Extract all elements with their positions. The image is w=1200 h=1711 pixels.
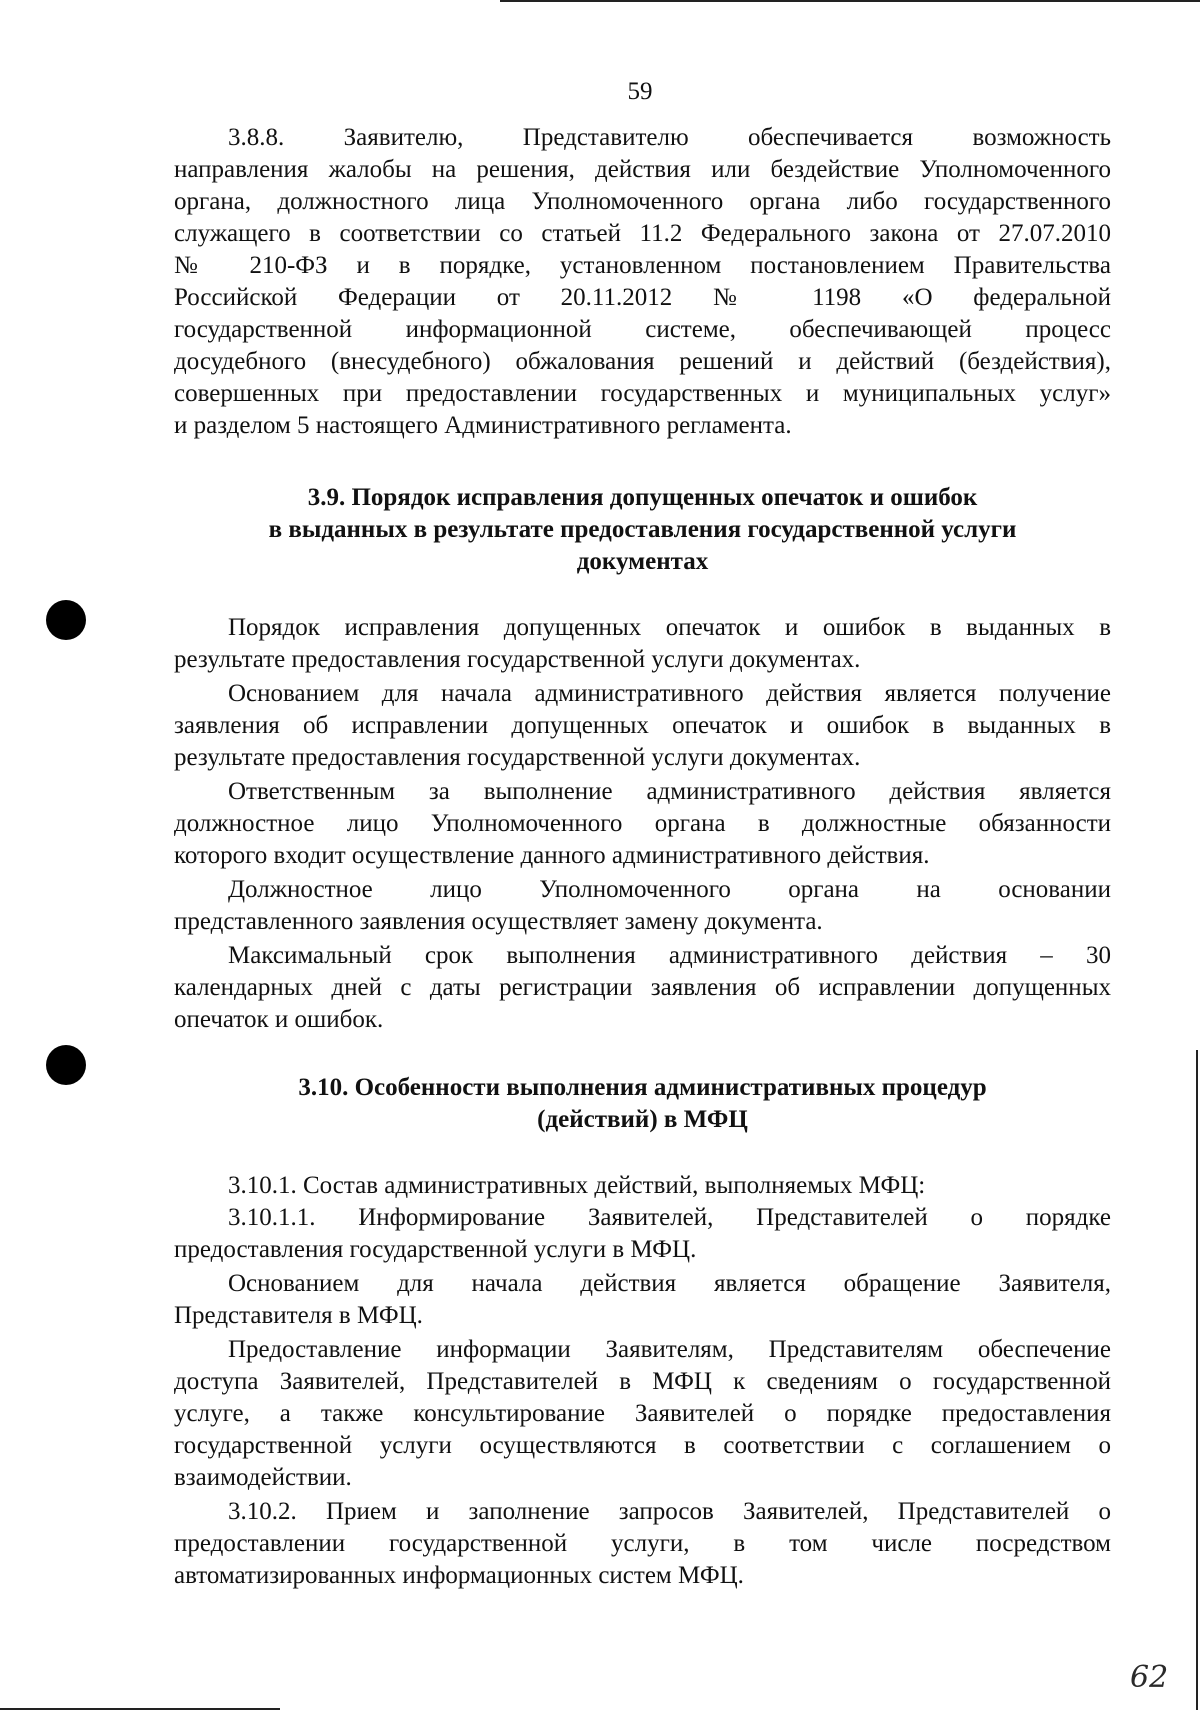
- scan-top-edge-line: [500, 0, 1200, 2]
- section-heading-line: документах: [576, 548, 709, 575]
- paragraph-line: Российской Федерации от 20.11.2012 № 1198 «О федеральной: [174, 284, 1111, 311]
- paragraph-line: автоматизированных информационных систем МФЦ.: [174, 1562, 744, 1589]
- paragraph-line: и разделом 5 настоящего Административного регламента.: [174, 412, 792, 439]
- paragraph-line: Ответственным за выполнение административного действия является: [228, 778, 1111, 805]
- paragraph-line: доступа Заявителей, Представителей в МФЦ к сведениям о государственной: [174, 1368, 1111, 1395]
- paragraph-line: предоставления государственной услуги в МФЦ.: [174, 1236, 697, 1263]
- paragraph-line: 3.10.1.1. Информирование Заявителей, Представителей о порядке: [228, 1204, 1111, 1231]
- paragraph-line: Основанием для начала административного действия является получение: [228, 680, 1111, 707]
- paragraph-line: государственной услуги осуществляются в соответствии с соглашением о: [174, 1432, 1111, 1459]
- section-heading-line: в выданных в результате предоставления государственной услуги: [268, 516, 1017, 543]
- handwritten-page-number: 62: [1130, 1660, 1169, 1695]
- paragraph-line: опечаток и ошибок.: [174, 1006, 384, 1033]
- paragraph-line: должностное лицо Уполномоченного органа в должностные обязанности: [174, 810, 1111, 837]
- paragraph-line: досудебного (внесудебного) обжалования решений и действий (бездействия),: [174, 348, 1111, 375]
- paragraph-line: услуге, а также консультирование Заявителей о порядке предоставления: [174, 1400, 1111, 1427]
- punch-hole-mark: [46, 600, 86, 640]
- paragraph-line: результате предоставления государственной услуги документах.: [174, 646, 861, 673]
- scan-bottom-edge-line: [0, 1708, 280, 1710]
- paragraph-line: 3.10.2. Прием и заполнение запросов Заявителей, Представителей о: [228, 1498, 1111, 1525]
- paragraph-line: Должностное лицо Уполномоченного органа на основании: [228, 876, 1111, 903]
- paragraph-line: Основанием для начала действия является обращение Заявителя,: [228, 1270, 1111, 1297]
- page-number: 59: [627, 78, 653, 105]
- section-heading-line: 3.9. Порядок исправления допущенных опечаток и ошибок: [307, 484, 978, 511]
- paragraph-line: 3.10.1. Состав административных действий, выполняемых МФЦ:: [228, 1172, 926, 1199]
- paragraph-line: государственной информационной системе, обеспечивающей процесс: [174, 316, 1111, 343]
- paragraph-line: Представителя в МФЦ.: [174, 1302, 423, 1329]
- section-heading-line: (действий) в МФЦ: [537, 1106, 748, 1133]
- paragraph-line: № 210-ФЗ и в порядке, установленном постановлением Правительства: [174, 252, 1111, 279]
- scan-right-edge-line: [1196, 1050, 1198, 1710]
- paragraph-line: взаимодействии.: [174, 1464, 352, 1491]
- paragraph-line: которого входит осуществление данного административного действия.: [174, 842, 930, 869]
- paragraph-line: совершенных при предоставлении государственных и муниципальных услуг»: [174, 380, 1111, 407]
- paragraph-line: Максимальный срок выполнения административного действия – 30: [228, 942, 1111, 969]
- paragraph-line: предоставлении государственной услуги, в том числе посредством: [174, 1530, 1111, 1557]
- paragraph-line: заявления об исправлении допущенных опечаток и ошибок в выданных в: [174, 712, 1111, 739]
- paragraph-line: служащего в соответствии со статьей 11.2 Федерального закона от 27.07.2010: [174, 220, 1111, 247]
- punch-hole-mark: [46, 1045, 86, 1085]
- paragraph-line: 3.8.8. Заявителю, Представителю обеспечивается возможность: [228, 124, 1111, 151]
- paragraph-line: направления жалобы на решения, действия или бездействие Уполномоченного: [174, 156, 1111, 183]
- paragraph-line: органа, должностного лица Уполномоченного органа либо государственного: [174, 188, 1111, 215]
- paragraph-line: представленного заявления осуществляет замену документа.: [174, 908, 823, 935]
- paragraph-line: Порядок исправления допущенных опечаток и ошибок в выданных в: [228, 614, 1111, 641]
- paragraph-line: календарных дней с даты регистрации заявления об исправлении допущенных: [174, 974, 1111, 1001]
- section-heading-line: 3.10. Особенности выполнения административных процедур: [298, 1074, 987, 1101]
- paragraph-line: Предоставление информации Заявителям, Представителям обеспечение: [228, 1336, 1111, 1363]
- paragraph-line: результате предоставления государственной услуги документах.: [174, 744, 861, 771]
